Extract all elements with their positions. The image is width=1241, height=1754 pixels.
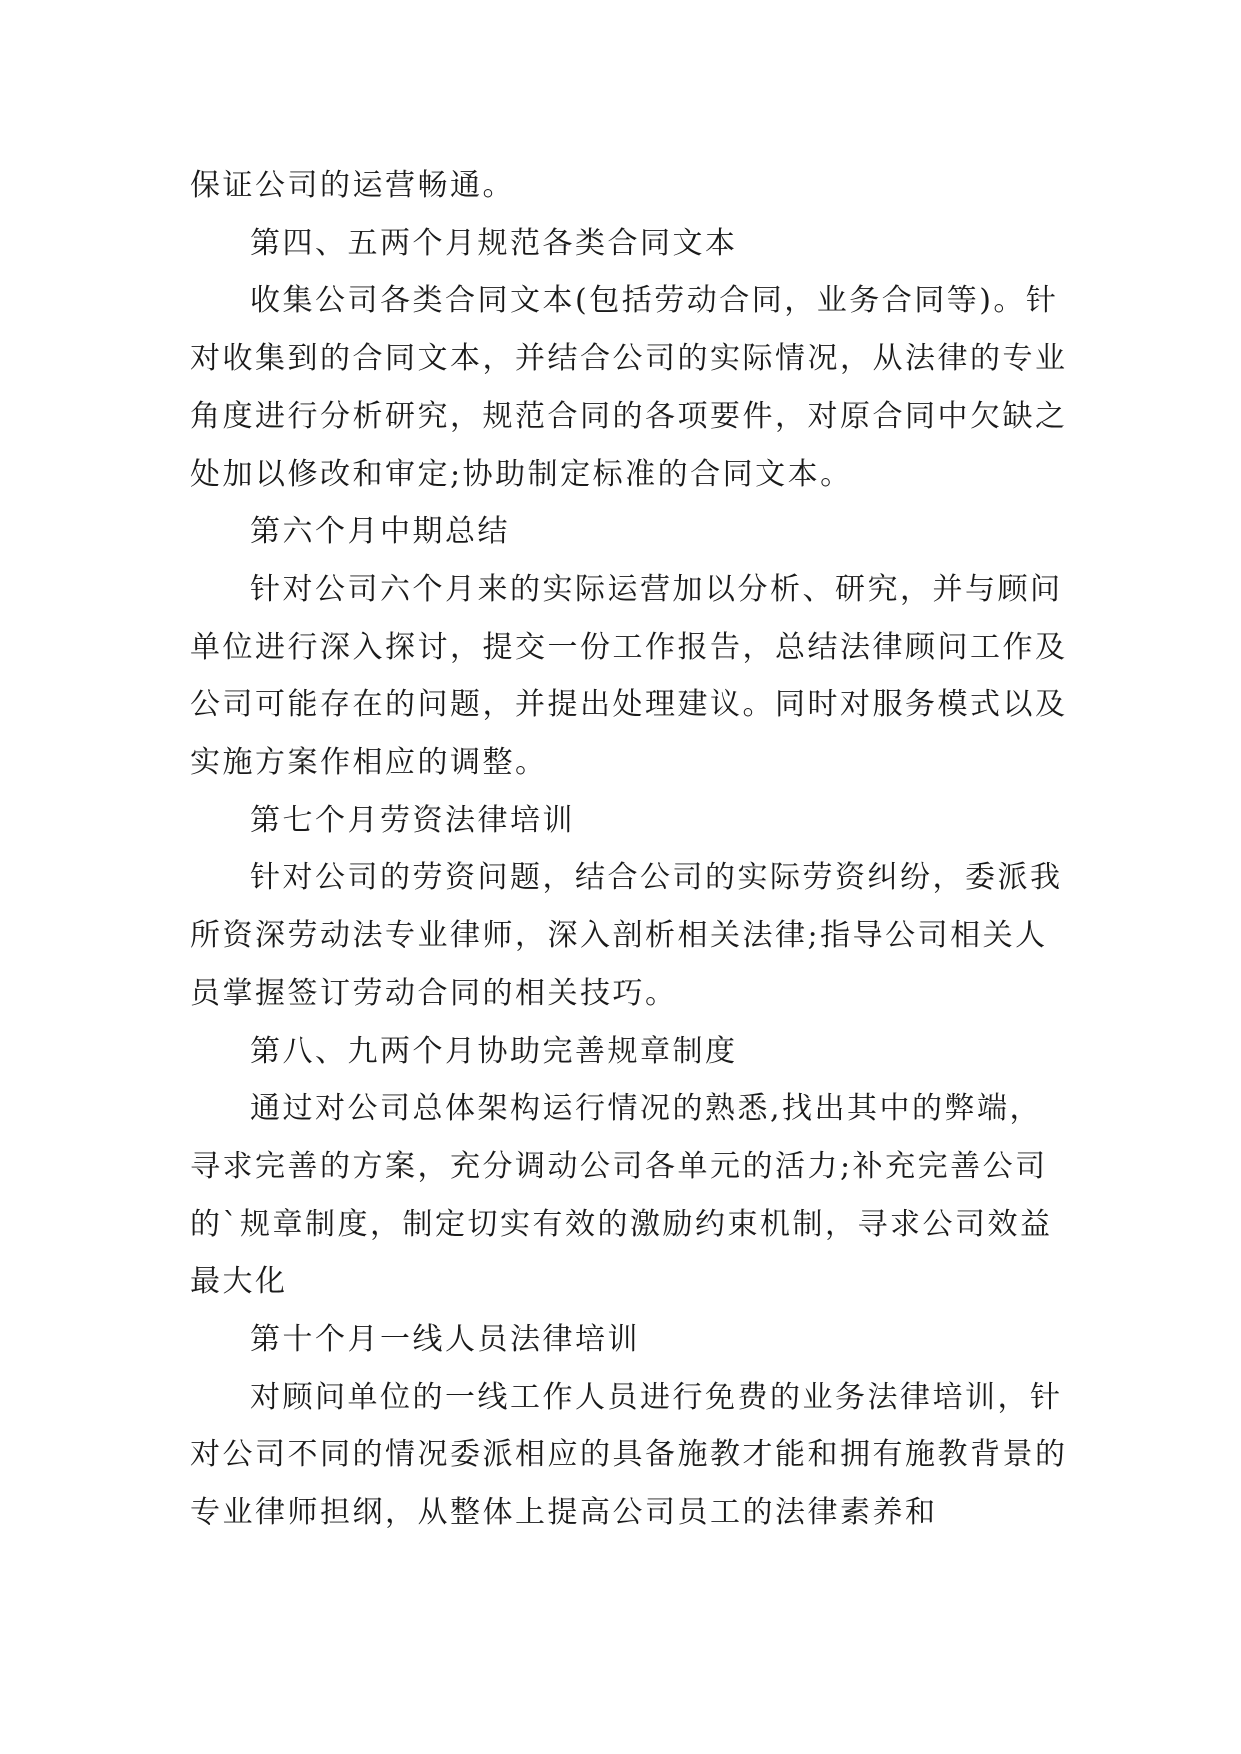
section-heading-contract-standardization: 第四、五两个月规范各类合同文本	[250, 225, 738, 261]
document-body	[190, 157, 1070, 1542]
section-heading-midterm-summary: 第六个月中期总结	[250, 514, 510, 550]
paragraph-labor-issues: 针对公司的劳资问题，结合公司的实际劳资纠纷，委派我所资深劳动法专业律师，深入剖析相关法律;指导公司相关人员掌握签订劳动合同的相关技巧。	[190, 860, 1063, 1011]
paragraph-midterm-analysis: 针对公司六个月来的实际运营加以分析、研究，并与顾问单位进行深入探讨，提交一份工作报告，总结法律顾问工作及公司可能存在的问题，并提出处理建议。同时对服务模式以及实施方案作相应的调整。	[190, 571, 1068, 781]
paragraph-rules-improvement: 通过对公司总体架构运行情况的熟悉,找出其中的弊端，寻求完善的方案，充分调动公司各单元的活力;补充完善公司的`规章制度，制定切实有效的激励约束机制，寻求公司效益最大化	[190, 1091, 1053, 1300]
paragraph-contract-collection: 收集公司各类合同文本(包括劳动合同，业务合同等)。针对收集到的合同文本，并结合公司的实际情况，从法律的专业角度进行分析研究，规范合同的各项要件，对原合同中欠缺之处加以修改和审定;协助制定标准的合同文本。	[190, 283, 1068, 492]
section-heading-frontline-training: 第十个月一线人员法律培训	[250, 1322, 640, 1358]
section-heading-labor-training: 第七个月劳资法律培训	[250, 802, 575, 838]
paragraph-frontline-training: 对顾问单位的一线工作人员进行免费的业务法律培训，针对公司不同的情况委派相应的具备施教才能和拥有施教背景的专业律师担纲，从整体上提高公司员工的法律素养和	[190, 1379, 1068, 1531]
section-heading-rules-improvement: 第八、九两个月协助完善规章制度	[250, 1033, 738, 1069]
paragraph-continuation: 保证公司的运营畅通。	[190, 168, 515, 203]
